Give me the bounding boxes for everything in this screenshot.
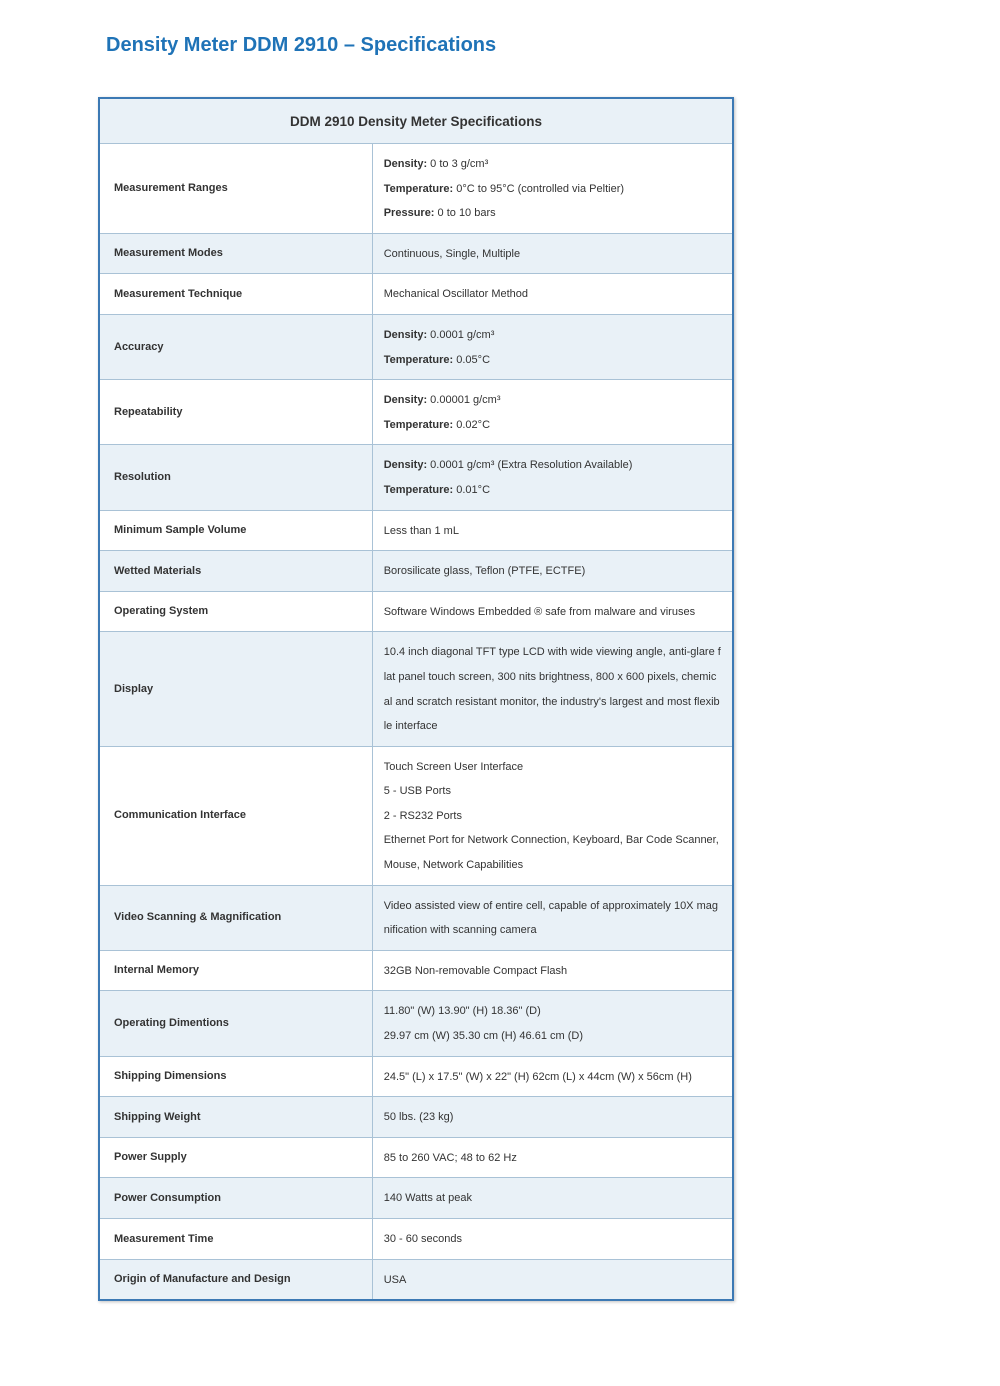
table-row [99,380,733,445]
spec-label: Internal Memory [99,950,372,991]
spec-value-key: Temperature: [383,182,454,195]
spec-value-line [384,959,722,984]
spec-value-line [384,348,722,373]
spec-value [372,1056,733,1097]
spec-label: Shipping Dimensions [99,1056,372,1097]
spec-value-text: 29.97 cm (W) 35.30 cm (H) 46.61 cm (D) [383,1030,583,1043]
spec-label: Accuracy [99,314,372,379]
spec-value-line [384,804,722,829]
spec-label: Measurement Modes [99,233,372,274]
spec-value-text: Borosilicate glass, Teflon (PTFE, ECTFE) [383,565,586,578]
spec-value-line [384,559,722,584]
spec-value-text: 0.02°C [453,418,491,431]
table-row [99,1137,733,1178]
spec-table [98,97,734,1301]
spec-value-text: 0.05°C [453,353,491,366]
spec-value-key: Density: [383,459,428,472]
spec-value-text: Touch Screen User Interface [383,760,524,773]
spec-label: Power Supply [99,1137,372,1178]
table-header-row [99,98,733,144]
table-row [99,632,733,746]
spec-label: Minimum Sample Volume [99,510,372,551]
spec-value-text: 0.00001 g/cm³ [427,394,501,407]
spec-value-text: 10.4 inch diagonal TFT type LCD with wide viewing angle, anti-glare flat panel touch screen, 300 nits brightness, 800 x 600 pixels, chemical and scratch resistant monitor, the industry's largest and most flexible interface [383,646,721,733]
table-row [99,991,733,1056]
spec-label: Power Consumption [99,1178,372,1219]
spec-label: Shipping Weight [99,1097,372,1138]
table-row [99,591,733,632]
spec-value-line [384,1024,722,1049]
spec-value-line [384,282,722,307]
spec-value-line [384,1186,722,1211]
spec-value-text: Less than 1 mL [383,524,459,537]
spec-value-key: Temperature: [383,483,454,496]
spec-value [372,1259,733,1300]
spec-value-line [384,640,722,738]
spec-value-line [384,894,722,943]
spec-value-key: Temperature: [383,353,454,366]
spec-value-line [384,600,722,625]
spec-value-text: 0.0001 g/cm³ [427,328,495,341]
spec-label: Measurement Time [99,1219,372,1260]
spec-table-body [99,144,733,1301]
spec-value-text: 0°C to 95°C (controlled via Peltier) [453,182,625,195]
spec-value-text: 0 to 10 bars [434,207,496,220]
spec-value [372,1137,733,1178]
spec-value [372,551,733,592]
table-row [99,885,733,950]
spec-value-line [384,779,722,804]
spec-value-line [384,413,722,438]
table-row [99,1219,733,1260]
spec-value-text: 0.0001 g/cm³ (Extra Resolution Available) [427,459,633,472]
spec-label: Resolution [99,445,372,510]
spec-value [372,632,733,746]
spec-value-line [384,999,722,1024]
spec-value-line [384,323,722,348]
spec-value [372,591,733,632]
table-row [99,510,733,551]
spec-value [372,314,733,379]
spec-value-line [384,453,722,478]
table-row [99,314,733,379]
spec-label: Wetted Materials [99,551,372,592]
spec-value-line [384,1268,722,1293]
spec-value-text: 0.01°C [453,483,491,496]
spec-value-text: Video assisted view of entire cell, capable of approximately 10X magnification with scanning camera [383,899,718,937]
spec-value-line [384,152,722,177]
spec-value [372,274,733,315]
spec-value [372,1219,733,1260]
spec-value [372,885,733,950]
spec-value-line [384,242,722,267]
spec-value-text: Continuous, Single, Multiple [383,247,521,260]
table-row [99,950,733,991]
table-row [99,144,733,234]
spec-value [372,510,733,551]
spec-value-text: 11.80" (W) 13.90" (H) 18.36" (D) [383,1005,541,1018]
spec-value-text: USA [383,1273,407,1286]
table-row [99,445,733,510]
spec-value-line [384,177,722,202]
spec-value-text: 2 - RS232 Ports [383,809,462,822]
spec-value-text: 85 to 260 VAC; 48 to 62 Hz [383,1151,517,1164]
spec-value [372,1178,733,1219]
spec-value [372,991,733,1056]
spec-label: Communication Interface [99,746,372,885]
spec-value-text: Software Windows Embedded ® safe from malware and viruses [383,605,696,618]
spec-value-text: 140 Watts at peak [383,1192,472,1205]
spec-value-key: Density: [383,394,428,407]
spec-value-text: 50 lbs. (23 kg) [383,1111,454,1124]
spec-value-text: 30 - 60 seconds [383,1233,462,1245]
spec-value-key: Temperature: [383,418,454,431]
table-row [99,1178,733,1219]
table-row [99,1097,733,1138]
spec-value-text: 24.5" (L) x 17.5" (W) x 22" (H) 62cm (L) x 44cm (W) x 56cm (H) [383,1070,692,1083]
spec-label: Operating System [99,591,372,632]
spec-value-line [384,1146,722,1171]
spec-value [372,233,733,274]
table-row [99,1259,733,1300]
spec-value-line [384,388,722,413]
spec-label: Measurement Technique [99,274,372,315]
spec-value-line [384,755,722,780]
spec-value-line [384,478,722,503]
spec-value [372,950,733,991]
spec-value-text: 32GB Non-removable Compact Flash [383,964,568,977]
spec-value-line [384,1227,722,1252]
table-row [99,274,733,315]
spec-value [372,380,733,445]
spec-value-key: Pressure: [383,207,435,220]
spec-value-line [384,519,722,544]
spec-label: Operating Dimentions [99,991,372,1056]
spec-value [372,144,733,234]
spec-value-line [384,1065,722,1090]
table-caption: DDM 2910 Density Meter Specifications [99,98,733,144]
spec-value [372,1097,733,1138]
spec-label: Repeatability [99,380,372,445]
spec-label: Display [99,632,372,746]
spec-value-line [384,828,722,877]
table-row [99,746,733,885]
spec-value-key: Density: [383,328,428,341]
spec-value-line [384,1105,722,1130]
spec-value-text: Mechanical Oscillator Method [383,288,529,301]
table-row [99,233,733,274]
spec-label: Measurement Ranges [99,144,372,234]
spec-value [372,746,733,885]
page-title: Density Meter DDM 2910 – Specifications [106,34,497,56]
spec-label: Origin of Manufacture and Design [99,1259,372,1300]
spec-value-text: 0 to 3 g/cm³ [427,158,489,170]
spec-value-text: Ethernet Port for Network Connection, Keyboard, Bar Code Scanner, Mouse, Network Capabilities [383,834,719,872]
spec-value-line [384,201,722,226]
spec-value-text: 5 - USB Ports [383,785,451,798]
table-row [99,1056,733,1097]
spec-label: Video Scanning & Magnification [99,885,372,950]
table-row [99,551,733,592]
spec-value-key: Density: [383,158,428,170]
spec-value [372,445,733,510]
